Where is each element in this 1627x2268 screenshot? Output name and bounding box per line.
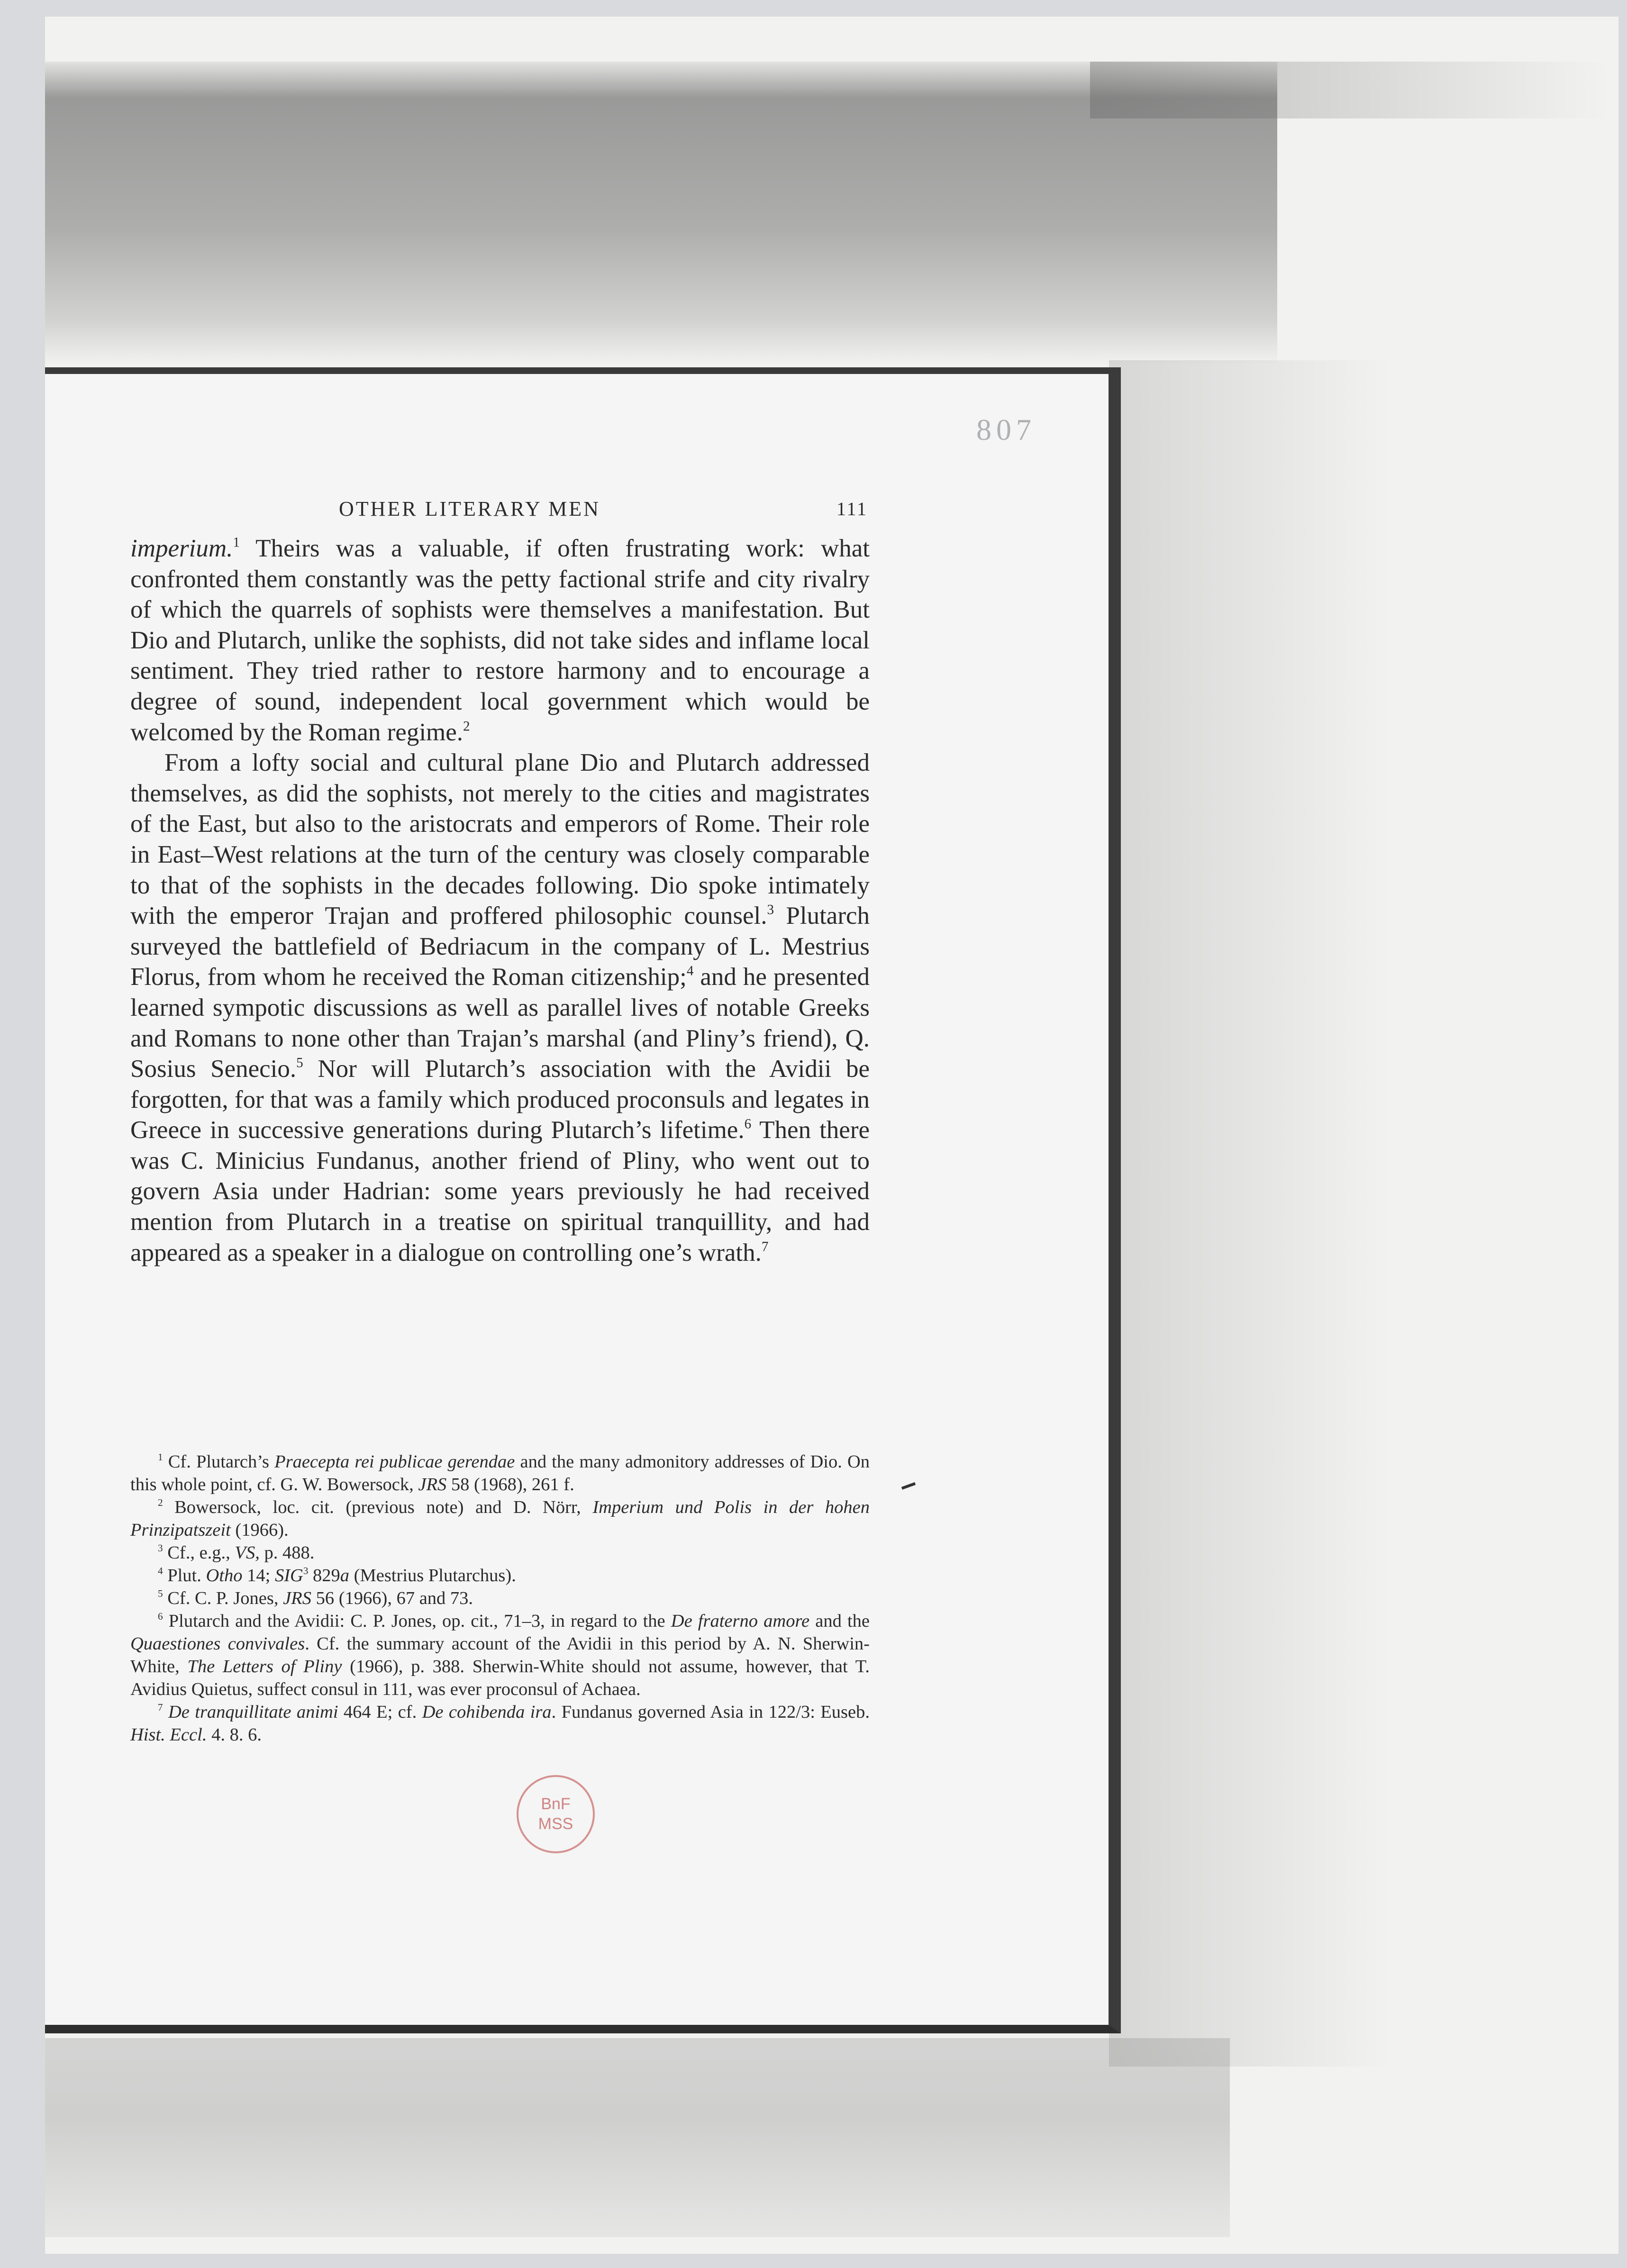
text-run: (1966).	[230, 1520, 289, 1540]
text-run: and the	[809, 1611, 870, 1631]
footnote-number: 3	[158, 1542, 163, 1554]
text-run: (Mestrius Plutarchus).	[349, 1566, 516, 1585]
text-run: Then there was C. Minicius Fundanus, another friend of Pliny, who went out to govern Asia under Hadrian: some years previously he had received mention from Plutarch in a treatise on spiritual tranquillity, and had appeared as a speaker in a dialogue on controlling one’s wrath.	[130, 1116, 870, 1266]
text-run: JRS	[418, 1475, 447, 1494]
footnote-5	[130, 1587, 870, 1610]
footnote-3	[130, 1541, 870, 1564]
running-head	[130, 493, 870, 526]
text-run: De cohibenda ira	[422, 1702, 552, 1722]
text-run: imperium.	[130, 535, 233, 562]
text-run: . Cf. the summary account of the Avidii in this period by A. N. Sherwin-White,	[130, 1634, 870, 1676]
text-run: De tranquillitate animi	[168, 1702, 338, 1722]
footnote-ref: 7	[761, 1239, 769, 1255]
text-run: and he presented learned sympotic discussions as well as parallel lives of notable Greeks and Romans to none other than Trajan’s marshal (and Pliny’s friend), Q. Sosius Senecio.	[130, 963, 870, 1083]
text-run: Cf. Plutarch’s	[168, 1452, 275, 1472]
text-run: 464 E; cf.	[338, 1702, 422, 1722]
footnote-ref: 4	[686, 963, 694, 979]
page-number: 111	[836, 498, 868, 519]
stamp-line-2: MSS	[538, 1815, 573, 1833]
text-run: Theirs was a valuable, if often frustrating work: what confronted them constantly was the petty factional strife and city rivalry of which the quarrels of sophists were themselves a manifestation. But Dio and Plutarch, unlike the sophists, did not take sides and inflame local sentiment. They tried rather to restore harmony and to encourage a degree of sound, independent local government which would be welcomed by the Roman regime.	[130, 535, 870, 746]
footnote-1	[130, 1450, 870, 1496]
text-run: The Letters of Pliny	[187, 1657, 342, 1676]
footnote-number: 1	[158, 1451, 163, 1463]
text-run: Praecepta rei publicae gerendae	[274, 1452, 515, 1472]
text-run: VS,	[235, 1543, 260, 1563]
footnote-number: 4	[158, 1565, 163, 1577]
paragraph-1	[130, 533, 870, 747]
text-run: De fraterno amore	[671, 1611, 810, 1631]
text-run: SIG	[274, 1566, 303, 1585]
text-run: Imperium und Polis in der hohen Prinzipatszeit	[130, 1497, 870, 1540]
text-run: 3	[303, 1565, 309, 1577]
text-run: 4. 8. 6.	[207, 1725, 262, 1745]
text-run: . Fundanus governed Asia in 122/3: Euseb.	[551, 1702, 870, 1722]
footnote-ref: 5	[296, 1055, 303, 1071]
footnote-6	[130, 1610, 870, 1701]
text-run: JRS	[283, 1588, 311, 1608]
text-run: 58 (1968), 261 f.	[446, 1475, 574, 1494]
text-run: 56 (1966), 67 and 73.	[311, 1588, 473, 1608]
paragraph-2	[130, 747, 870, 1268]
footnote-number: 5	[158, 1588, 163, 1600]
footnote-ref: 6	[744, 1116, 752, 1132]
text-run: Plut.	[167, 1566, 206, 1585]
photocopy-shadow-bottom	[45, 2038, 1230, 2237]
text-run: Cf., e.g.,	[167, 1543, 235, 1563]
footnote-number: 2	[158, 1497, 163, 1509]
footnote-ref: 1	[233, 535, 240, 550]
text-run: Bowersock, loc. cit. (previous note) and D. Nörr,	[174, 1497, 593, 1517]
photocopy-shadow-top-right	[1090, 62, 1611, 118]
running-head-title: OTHER LITERARY MEN	[339, 497, 600, 520]
footnote-ref: 2	[463, 719, 470, 734]
photocopy-shadow-right	[1109, 360, 1393, 2067]
text-run: Otho	[206, 1566, 243, 1585]
text-run: a	[340, 1566, 350, 1585]
library-stamp	[517, 1775, 595, 1853]
text-run: Cf. C. P. Jones,	[167, 1588, 283, 1608]
main-text	[130, 533, 870, 1268]
text-run: 829	[308, 1566, 340, 1585]
text-run: Hist. Eccl.	[130, 1725, 207, 1745]
text-run: Nor will Plutarch’s association with the Avidii be forgotten, for that was a family which produced proconsuls and legates in Greece in successive generations during Plutarch’s lifetime.	[130, 1055, 870, 1144]
footnote-number: 7	[158, 1702, 163, 1713]
text-run: (1966), p. 388. Sherwin-White should not assume, however, that T. Avidius Quietus, suffect consul in 111, was ever proconsul of Achaea.	[130, 1657, 870, 1699]
text-run: 14;	[242, 1566, 275, 1585]
stamp-line-1: BnF	[541, 1795, 571, 1813]
archive-folio-number: 807	[976, 413, 1036, 446]
footnote-2	[130, 1496, 870, 1541]
text-run: p. 488.	[259, 1543, 315, 1563]
footnotes	[130, 1450, 870, 1746]
text-run: Plutarch surveyed the battlefield of Bedriacum in the company of L. Mestrius Florus, from whom he received the Roman citizenship;	[130, 902, 870, 991]
text-run: Plutarch and the Avidii: C. P. Jones, op. cit., 71–3, in regard to the	[168, 1611, 671, 1631]
footnote-4	[130, 1564, 870, 1587]
text-run: From a lofty social and cultural plane Dio and Plutarch addressed themselves, as did the sophists, not merely to the cities and magistrates of the East, but also to the aristocrats and emperors of Rome. Their role in East–West relations at the turn of the century was closely comparable to that of the sophists in the decades following. Dio spoke intimately with the emperor Trajan and proffered philosophic counsel.	[130, 749, 870, 930]
footnote-7	[130, 1701, 870, 1746]
text-run: and the many admonitory addresses of Dio. On this whole point, cf. G. W. Bowersock,	[130, 1452, 870, 1494]
footnote-ref: 3	[767, 902, 774, 918]
footnote-number: 6	[158, 1611, 163, 1622]
text-run: Quaestiones convivales	[130, 1634, 305, 1654]
